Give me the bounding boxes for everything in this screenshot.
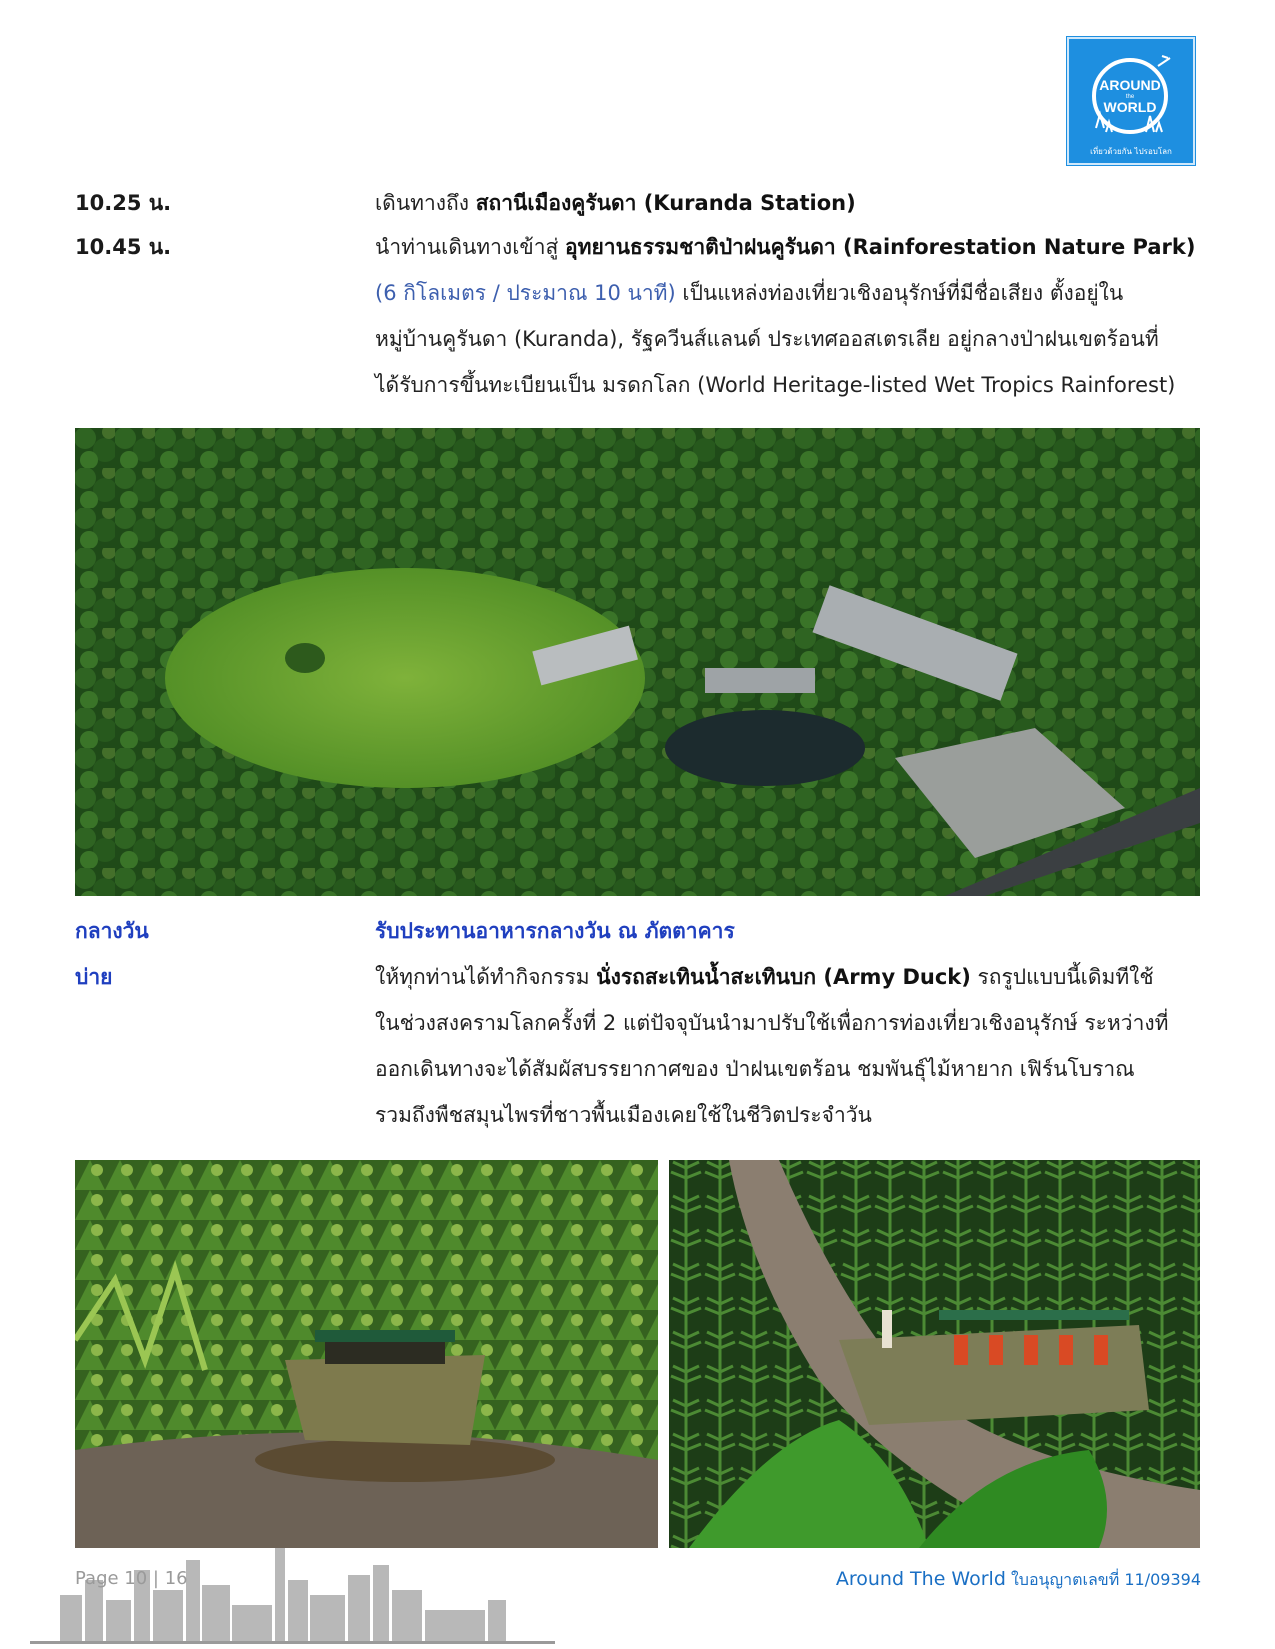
- desc-text: รวมถึงพืชสมุนไพรที่ชาวพื้นเมืองเคยใช้ในชีวิตประจำวัน: [375, 1103, 872, 1127]
- logo-line2: the: [1125, 94, 1135, 100]
- time-label: บ่าย: [75, 965, 113, 989]
- army-duck-forest-photo: [669, 1160, 1200, 1548]
- rainforestation-aerial-photo: [75, 428, 1200, 896]
- logo-tagline: เที่ยวด้วยกัน ไปรอบโลก: [1090, 147, 1172, 156]
- army-duck-river-photo: [75, 1160, 658, 1548]
- item-description: [375, 224, 1201, 408]
- item-description: [375, 954, 1201, 1138]
- desc-bold: อุทยานธรรมชาติป่าฝนคูรันดา (Rainforestation Nature Park): [565, 235, 1196, 259]
- desc-text: นำท่านเดินทางเข้าสู่: [375, 235, 566, 259]
- city-skyline-graphic: [30, 1540, 555, 1645]
- desc-text: ให้ทุกท่านได้ทำกิจกรรม: [375, 965, 597, 989]
- time-label: กลางวัน: [75, 919, 149, 943]
- travel-note: (6 กิโลเมตร / ประมาณ 10 นาที): [375, 281, 676, 305]
- time-label: 10.45 น.: [75, 235, 172, 259]
- desc-bold: สถานีเมืองคูรันดา (Kuranda Station): [475, 191, 856, 215]
- logo-line3: WORLD: [1103, 99, 1157, 115]
- footer-license: [836, 1568, 1201, 1593]
- meal-text: รับประทานอาหารกลางวัน ณ ภัตตาคาร: [375, 919, 735, 943]
- desc-text: หมู่บ้านคูรันดา (Kuranda), รัฐควีนส์แลนด์ ประเทศออสเตรเลีย อยู่กลางป่าฝนเขตร้อนที่: [375, 327, 1159, 351]
- desc-text: เป็นแหล่งท่องเที่ยวเชิงอนุรักษ์ที่มีชื่อเสียง ตั้งอยู่ใน: [675, 281, 1124, 305]
- desc-text: เดินทางถึง: [375, 191, 476, 215]
- page-number: Page 10 | 16: [75, 1568, 188, 1589]
- license-number: ใบอนุญาตเลขที่ 11/09394: [1005, 1570, 1201, 1589]
- time-label: 10.25 น.: [75, 191, 172, 215]
- company-logo: [1066, 36, 1196, 166]
- logo-line1: AROUND: [1099, 77, 1161, 93]
- item-description: [375, 908, 1201, 954]
- item-description: [375, 180, 1201, 226]
- desc-bold: นั่งรถสะเทินน้ำสะเทินบก (Army Duck): [596, 965, 971, 989]
- desc-text: ในช่วงสงครามโลกครั้งที่ 2 แต่ปัจจุบันนำมาปรับใช้เพื่อการท่องเที่ยวเชิงอนุรักษ์ ระหว่างที่: [375, 1011, 1169, 1035]
- desc-text: รถรูปแบบนี้เดิมทีใช้: [970, 965, 1154, 989]
- desc-text: ออกเดินทางจะได้สัมผัสบรรยากาศของ ป่าฝนเขตร้อน ชมพันธุ์ไม้หายาก เฟิร์นโบราณ: [375, 1057, 1135, 1081]
- desc-text: ได้รับการขึ้นทะเบียนเป็น มรดกโลก (World Heritage-listed Wet Tropics Rainforest): [375, 373, 1176, 397]
- company-name: Around The World: [835, 1568, 1006, 1590]
